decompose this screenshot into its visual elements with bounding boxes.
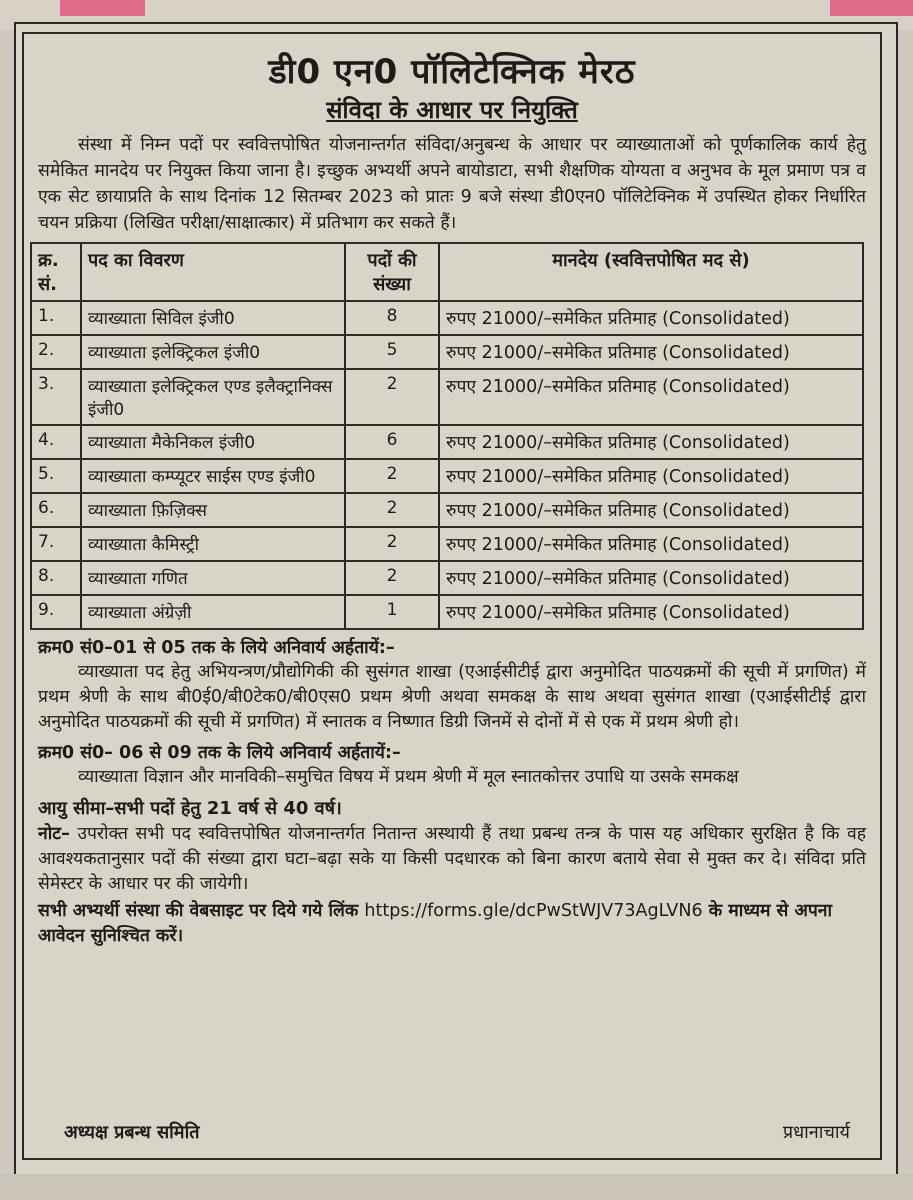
table-row <box>31 369 863 425</box>
table-row <box>31 527 863 561</box>
row-count: 5 <box>345 335 439 369</box>
row-post: व्याख्याता कैमिस्ट्री <box>81 527 345 561</box>
row-pay: रुपए 21000/–समेकित प्रतिमाह (Consolidated) <box>439 335 863 369</box>
intro-paragraph: संस्था में निम्न पदों पर स्ववित्तपोषित योजनान्तर्गत संविदा/अनुबन्ध के आधार पर व्याख्याताओं को पूर्णकालिक कार्य हेतु समेकित मानदेय पर नियुक्त किया जाना है। इच्छुक अभ्यर्थी अपने बायोडाटा, सभी शैक्षणिक योग्यता व अनुभव के मूल प्रमाण पत्र व एक सेट छायाप्रति के साथ दिनांक 12 सितम्बर 2023 को प्रातः 9 बजे संस्था डी0एन0 पॉलिटेक्निक में उपस्थित होकर निर्धारित चयन प्रक्रिया (लिखित परीक्षा/साक्षात्कार) में प्रतिभाग कर सकते हैं। <box>38 135 866 233</box>
row-pay: रुपए 21000/–समेकित प्रतिमाह (Consolidated) <box>439 301 863 335</box>
row-post: व्याख्याता फ़िज़िक्स <box>81 493 345 527</box>
institution-title: डी0 एन0 पॉलिटेक्निक मेरठ <box>268 52 636 92</box>
table-row <box>31 595 863 629</box>
row-sno: 3. <box>31 369 81 425</box>
row-count: 1 <box>345 595 439 629</box>
header-sno: क्र. सं. <box>31 243 81 301</box>
row-sno: 6. <box>31 493 81 527</box>
row-sno: 1. <box>31 301 81 335</box>
newspaper-bottom-edge <box>0 1174 913 1200</box>
row-sno: 2. <box>31 335 81 369</box>
row-sno: 7. <box>31 527 81 561</box>
row-count: 2 <box>345 459 439 493</box>
note-paragraph <box>38 822 866 897</box>
table-row <box>31 561 863 595</box>
table-row <box>31 459 863 493</box>
row-count: 6 <box>345 425 439 459</box>
notice-subtitle: संविदा के आधार पर नियुक्ति <box>326 96 578 124</box>
row-post: व्याख्याता कम्प्यूटर साईस एण्ड इंजी0 <box>81 459 345 493</box>
table-row <box>31 493 863 527</box>
row-post: व्याख्याता मैकेनिकल इंजी0 <box>81 425 345 459</box>
note-label: नोट– <box>38 824 70 844</box>
row-sno: 4. <box>31 425 81 459</box>
row-sno: 5. <box>31 459 81 493</box>
row-pay: रुपए 21000/–समेकित प्रतिमाह (Consolidated) <box>439 527 863 561</box>
requirements-group1-text: व्याख्याता पद हेतु अभियन्त्रण/प्रौद्योगिकी की सुसंगत शाखा (एआईसीटीई द्वारा अनुमोदित पाठयक्रमों की सूची में प्रगणित) में प्रथम श्रेणी के साथ बी0ई0/बी0टेक0/बी0एस0 प्रथम श्रेणी अथवा समकक्ष के साथ अथवा सुसंगत शाखा (एआईसीटीई द्वारा अनुमोदित पाठयक्रमों की सूची में प्रगणित) में स्नातक व निष्णात डिग्री जिनमें से दोनों में से एक में प्रथम श्रेणी हो। <box>38 662 866 732</box>
header-post: पद का विवरण <box>81 243 345 301</box>
row-post: व्याख्याता अंग्रेज़ी <box>81 595 345 629</box>
row-count: 2 <box>345 369 439 425</box>
apply-instruction <box>38 899 866 949</box>
requirements-group2-text: व्याख्याता विज्ञान और मानविकी–समुचित विषय में प्रथम श्रेणी में मूल स्नातकोत्तर उपाधि या उसके समकक्ष <box>78 767 739 787</box>
page-edge-decoration <box>830 0 913 16</box>
header-pay: मानदेय (स्ववित्तपोषित मद से) <box>439 243 863 301</box>
apply-text-before: सभी अभ्यर्थी संस्था की वेबसाइट पर दिये गये लिंक <box>38 901 365 921</box>
page-edge-decoration <box>60 0 145 16</box>
table-header-row <box>31 243 863 301</box>
row-post: व्याख्याता सिविल इंजी0 <box>81 301 345 335</box>
note-text: उपरोक्त सभी पद स्ववित्तपोषित योजनान्तर्गत नितान्त अस्थायी हैं तथा प्रबन्ध तन्त्र के पास यह अधिकार सुरक्षित है कि वह आवश्यकतानुसार पदों की संख्या द्वारा घटा–बढ़ा सके या किसी पदधारक को बिना कारण बताये सेवा से मुक्त कर दे। संविदा प्रति सेमेस्टर के आधार पर की जायेगी। <box>38 824 866 894</box>
row-sno: 8. <box>31 561 81 595</box>
row-post: व्याख्याता इलेक्ट्रिकल इंजी0 <box>81 335 345 369</box>
signature-principal: प्रधानाचार्य <box>782 1122 850 1143</box>
row-post: व्याख्याता गणित <box>81 561 345 595</box>
age-limit: आयु सीमा–सभी पदों हेतु 21 वर्ष से 40 वर्ष। <box>38 798 342 819</box>
table-row <box>31 301 863 335</box>
advertisement-box <box>22 32 882 1160</box>
row-count: 2 <box>345 493 439 527</box>
posts-table <box>30 242 864 630</box>
apply-text-after: के माध्यम से अपना आवेदन सुनिश्चित करें। <box>38 901 833 946</box>
row-count: 2 <box>345 527 439 561</box>
row-sno: 9. <box>31 595 81 629</box>
row-pay: रुपए 21000/–समेकित प्रतिमाह (Consolidated) <box>439 369 863 425</box>
row-pay: रुपए 21000/–समेकित प्रतिमाह (Consolidated) <box>439 425 863 459</box>
row-count: 2 <box>345 561 439 595</box>
row-pay: रुपए 21000/–समेकित प्रतिमाह (Consolidated) <box>439 459 863 493</box>
header-count: पदों की संख्या <box>345 243 439 301</box>
table-row <box>31 335 863 369</box>
requirements-group2-heading: क्रम0 सं0– 06 से 09 तक के लिये अनिवार्य अर्हतायें:– <box>38 743 401 763</box>
row-pay: रुपए 21000/–समेकित प्रतिमाह (Consolidated) <box>439 493 863 527</box>
row-count: 8 <box>345 301 439 335</box>
signature-chairman: अध्यक्ष प्रबन्ध समिति <box>64 1122 200 1143</box>
requirements-group1-heading: क्रम0 सं0–01 से 05 तक के लिये अनिवार्य अर्हतायें:– <box>38 638 395 658</box>
row-pay: रुपए 21000/–समेकित प्रतिमाह (Consolidated) <box>439 595 863 629</box>
table-row <box>31 425 863 459</box>
row-post: व्याख्याता इलेक्ट्रिकल एण्ड इलैक्ट्रानिक्स इंजी0 <box>81 369 345 425</box>
row-pay: रुपए 21000/–समेकित प्रतिमाह (Consolidated) <box>439 561 863 595</box>
application-form-link[interactable]: https://forms.gle/dcPwStWJV73AgLVN6 <box>364 901 703 921</box>
